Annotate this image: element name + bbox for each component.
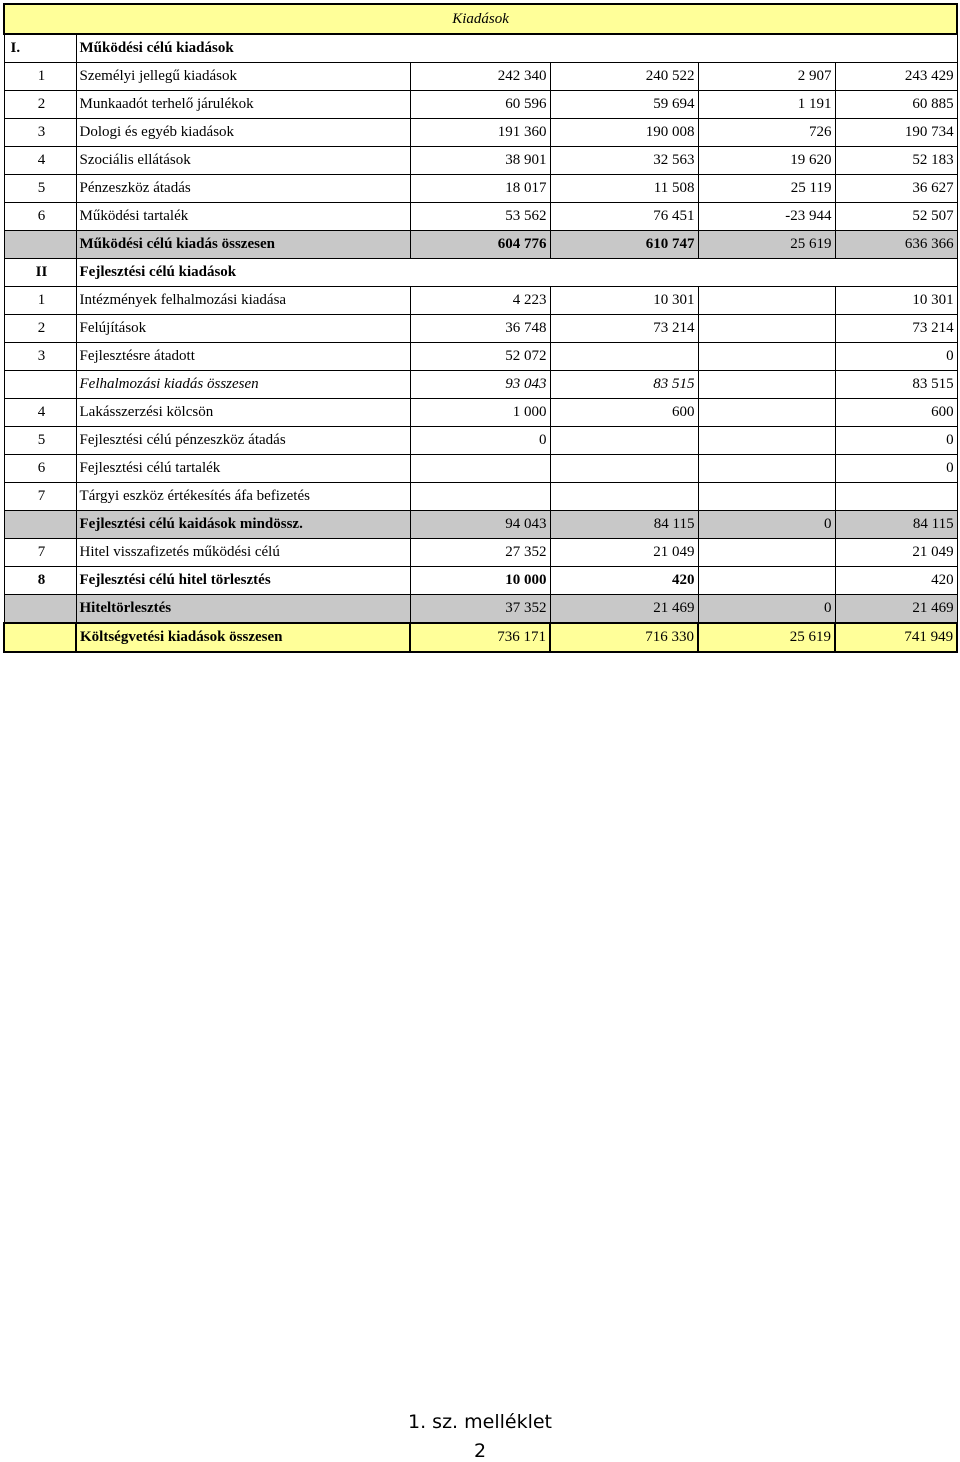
cell-col4: 0 <box>835 343 957 371</box>
row-index: 4 <box>4 399 76 427</box>
row-label: Hiteltörlesztés <box>76 595 410 624</box>
row-index: 5 <box>4 175 76 203</box>
cell-col4: 60 885 <box>835 91 957 119</box>
cell-col1: 94 043 <box>410 511 550 539</box>
table-row <box>4 91 957 119</box>
row-index: 3 <box>4 343 76 371</box>
table-row <box>4 455 957 483</box>
row-label: Működési célú kiadás összesen <box>76 231 410 259</box>
cell-col1: 53 562 <box>410 203 550 231</box>
cell-col2: 32 563 <box>550 147 698 175</box>
row-label: Lakásszerzési kölcsön <box>76 399 410 427</box>
cell-col2: 190 008 <box>550 119 698 147</box>
cell-col3 <box>698 427 835 455</box>
row-label: Hitel visszafizetés működési célú <box>76 539 410 567</box>
cell-col2 <box>550 343 698 371</box>
cell-col2: 59 694 <box>550 91 698 119</box>
section-title: Fejlesztési célú kiadások <box>76 259 957 287</box>
section-row-development <box>4 259 957 287</box>
cell-col3 <box>698 399 835 427</box>
cell-col3: 726 <box>698 119 835 147</box>
cell-col4: 0 <box>835 427 957 455</box>
cell-col3: 2 907 <box>698 63 835 91</box>
operating-rows <box>4 63 957 231</box>
cell-col2: 11 508 <box>550 175 698 203</box>
table-row <box>4 203 957 231</box>
loan-row-operating <box>4 539 957 567</box>
row-label: Felhalmozási kiadás összesen <box>76 371 410 399</box>
table-row <box>4 175 957 203</box>
row-label: Dologi és egyéb kiadások <box>76 119 410 147</box>
cell-col3 <box>698 315 835 343</box>
row-index: 8 <box>4 567 76 595</box>
cell-col1: 242 340 <box>410 63 550 91</box>
row-label: Fejlesztési célú hitel törlesztés <box>76 567 410 595</box>
cell-col3 <box>698 371 835 399</box>
cell-col2 <box>550 483 698 511</box>
cell-col3 <box>698 455 835 483</box>
cell-col4: 21 469 <box>835 595 957 624</box>
row-index: 6 <box>4 203 76 231</box>
cell-col3: 1 191 <box>698 91 835 119</box>
appendix-label: 1. sz. melléklet <box>408 1411 552 1433</box>
cell-col4: 420 <box>835 567 957 595</box>
row-index <box>4 511 76 539</box>
development-rows <box>4 287 957 371</box>
cell-col1: 4 223 <box>410 287 550 315</box>
cell-col1 <box>410 455 550 483</box>
cell-col1: 38 901 <box>410 147 550 175</box>
row-label: Személyi jellegű kiadások <box>76 63 410 91</box>
cell-col4: 21 049 <box>835 539 957 567</box>
row-index <box>4 623 76 652</box>
row-index <box>4 371 76 399</box>
cell-col2: 610 747 <box>550 231 698 259</box>
cell-col2: 21 469 <box>550 595 698 624</box>
cell-col3 <box>698 567 835 595</box>
table-row <box>4 399 957 427</box>
table-row <box>4 315 957 343</box>
cell-col2: 73 214 <box>550 315 698 343</box>
cell-col2: 10 301 <box>550 287 698 315</box>
cell-col3: 19 620 <box>698 147 835 175</box>
row-label: Pénzeszköz átadás <box>76 175 410 203</box>
cell-col2: 76 451 <box>550 203 698 231</box>
cell-col3 <box>698 539 835 567</box>
row-label: Fejlesztési célú pénzeszköz átadás <box>76 427 410 455</box>
cell-col4: 636 366 <box>835 231 957 259</box>
cell-col4: 52 183 <box>835 147 957 175</box>
cell-col1: 18 017 <box>410 175 550 203</box>
table-row <box>4 119 957 147</box>
row-label: Tárgyi eszköz értékesítés áfa befizetés <box>76 483 410 511</box>
total-row-loans <box>4 595 957 624</box>
row-label: Működési tartalék <box>76 203 410 231</box>
cell-col3: 0 <box>698 595 835 624</box>
cell-col3: 25 619 <box>698 231 835 259</box>
cell-col2 <box>550 427 698 455</box>
table-row <box>4 483 957 511</box>
cell-col4: 600 <box>835 399 957 427</box>
section-index: I. <box>4 34 76 63</box>
table-caption: Kiadások <box>4 4 957 34</box>
cell-col4: 84 115 <box>835 511 957 539</box>
cell-col4: 243 429 <box>835 63 957 91</box>
cell-col3: -23 944 <box>698 203 835 231</box>
cell-col2: 240 522 <box>550 63 698 91</box>
cell-col3: 25 119 <box>698 175 835 203</box>
row-index: 5 <box>4 427 76 455</box>
cell-col2: 84 115 <box>550 511 698 539</box>
row-index: 4 <box>4 147 76 175</box>
section-index: II <box>4 259 76 287</box>
table-row <box>4 63 957 91</box>
loan-row-development <box>4 567 957 595</box>
cell-col1: 0 <box>410 427 550 455</box>
page-number: 2 <box>473 1440 487 1462</box>
total-row-operating <box>4 231 957 259</box>
row-index <box>4 595 76 624</box>
cell-col4: 73 214 <box>835 315 957 343</box>
row-index: 7 <box>4 539 76 567</box>
row-index: 3 <box>4 119 76 147</box>
table-row <box>4 287 957 315</box>
section-row-operating <box>4 34 957 63</box>
row-index <box>4 231 76 259</box>
cell-col4: 36 627 <box>835 175 957 203</box>
cell-col3 <box>698 287 835 315</box>
cell-col2 <box>550 455 698 483</box>
cell-col3: 25 619 <box>698 623 835 652</box>
row-label: Fejlesztésre átadott <box>76 343 410 371</box>
cell-col1: 37 352 <box>410 595 550 624</box>
row-index: 2 <box>4 91 76 119</box>
row-index: 1 <box>4 63 76 91</box>
cell-col1: 10 000 <box>410 567 550 595</box>
cell-col4: 741 949 <box>835 623 957 652</box>
row-label: Fejlesztési célú tartalék <box>76 455 410 483</box>
cell-col1: 191 360 <box>410 119 550 147</box>
cell-col3 <box>698 483 835 511</box>
cell-col2: 600 <box>550 399 698 427</box>
cell-col4: 52 507 <box>835 203 957 231</box>
cell-col1: 1 000 <box>410 399 550 427</box>
expenses-table <box>3 3 958 653</box>
cell-col2: 21 049 <box>550 539 698 567</box>
row-index: 1 <box>4 287 76 315</box>
section-title: Működési célú kiadások <box>76 34 957 63</box>
subtotal-row-accumulation <box>4 371 957 399</box>
cell-col1: 604 776 <box>410 231 550 259</box>
cell-col4: 0 <box>835 455 957 483</box>
grand-total-row <box>4 623 957 652</box>
row-label: Felújítások <box>76 315 410 343</box>
table-row <box>4 427 957 455</box>
row-label: Intézmények felhalmozási kiadása <box>76 287 410 315</box>
cell-col3: 0 <box>698 511 835 539</box>
cell-col3 <box>698 343 835 371</box>
row-label: Fejlesztési célú kaidások mindössz. <box>76 511 410 539</box>
other-development-rows <box>4 399 957 511</box>
cell-col4: 10 301 <box>835 287 957 315</box>
cell-col2: 83 515 <box>550 371 698 399</box>
cell-col4: 83 515 <box>835 371 957 399</box>
cell-col2: 420 <box>550 567 698 595</box>
cell-col2: 716 330 <box>550 623 698 652</box>
row-index: 2 <box>4 315 76 343</box>
cell-col1: 52 072 <box>410 343 550 371</box>
row-index: 7 <box>4 483 76 511</box>
cell-col1: 60 596 <box>410 91 550 119</box>
total-row-development <box>4 511 957 539</box>
row-index: 6 <box>4 455 76 483</box>
cell-col1: 27 352 <box>410 539 550 567</box>
table-row <box>4 147 957 175</box>
table-title-row <box>4 4 957 34</box>
cell-col1: 36 748 <box>410 315 550 343</box>
cell-col1: 93 043 <box>410 371 550 399</box>
row-label: Költségvetési kiadások összesen <box>76 623 410 652</box>
cell-col4 <box>835 483 957 511</box>
row-label: Szociális ellátások <box>76 147 410 175</box>
cell-col1: 736 171 <box>410 623 550 652</box>
table-row <box>4 343 957 371</box>
row-label: Munkaadót terhelő járulékok <box>76 91 410 119</box>
cell-col1 <box>410 483 550 511</box>
cell-col4: 190 734 <box>835 119 957 147</box>
